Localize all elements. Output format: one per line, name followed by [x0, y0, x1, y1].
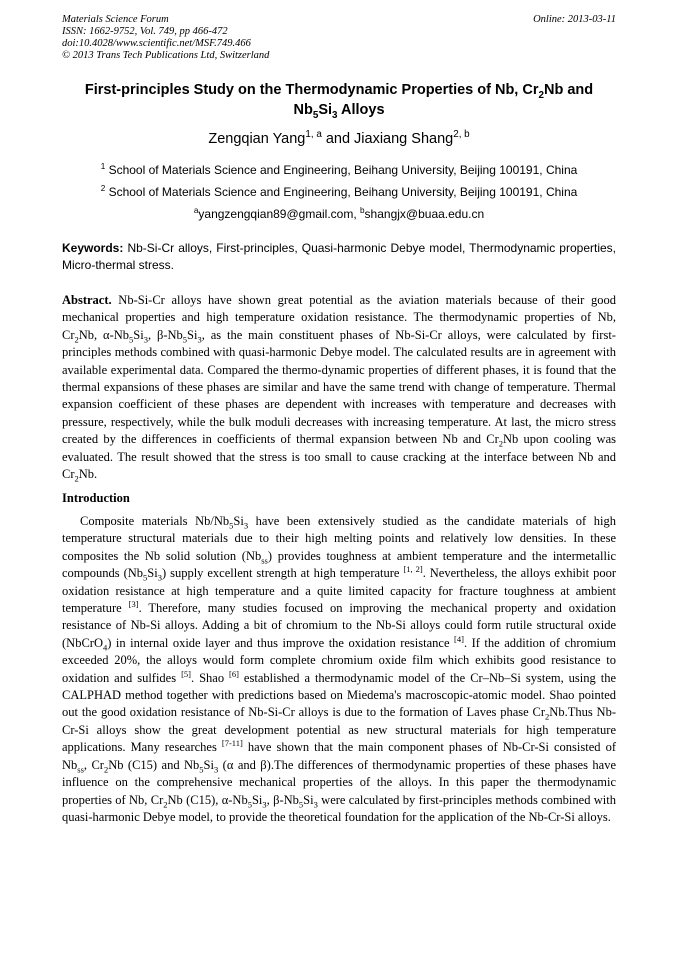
author-name: Zengqian Yang	[208, 131, 306, 147]
citation[interactable]: [6]	[229, 668, 239, 679]
citation[interactable]: [4]	[454, 633, 464, 644]
email-link[interactable]: shangjx@buaa.edu.cn	[364, 207, 485, 221]
abstract: Abstract. Nb-Si-Cr alloys have shown great potential as the aviation materials because of their good mechanical properties and high temperature oxidation resistance. The thermodynamic properties of Nb, $Cr_2Nb$, $\alpha-Nb_5Si_3$, $\beta-Nb_5Si_3$, as the main constituent phases of Nb-Si-Cr alloys, were calculated by first-principles methods combined with quasi-harmonic Debye model. The calculated results are in agreement with available experimental data. Compared the thermo-dynamic properties of different phases, it is found that the thermal expansions of these phases are similar and have the same trend with change of temperature. Thermal expansion coefficient of these phases are dependent with increases with temperature and decreases with pressure, respectively, while the bulk moduli decreases with increasing temperature. At last, the micro stress created by the differences in coefficients of thermal expansion between Nb and $Cr_2Nb$ upon cooling was evaluated. The result showed that the stress is too small to cause cracking at the interface between Nb and $Cr_2Nb$.	[62, 293, 616, 484]
citation[interactable]: [5]	[181, 668, 191, 679]
author-name: Jiaxiang Shang	[354, 131, 454, 147]
affiliation-1: $^1$ School of Materials Science and Engineering, Beihang University, Beijing 100191, China	[100, 162, 578, 177]
citation[interactable]: [7-11]	[221, 738, 243, 749]
email-link[interactable]: yangzengqian89@gmail.com,	[198, 207, 360, 221]
section-heading-introduction: Introduction	[62, 491, 130, 505]
journal-header	[62, 14, 616, 62]
citation[interactable]: [1, 2]	[403, 564, 423, 575]
introduction-paragraph: Composite materials $Nb/Nb_5Si_3$ have been extensively studied as the candidate materials of high temperature structural materials due to their high melting points and relatively low densities. In these composites the Nb solid solution $(Nb_{ss})$ provides toughness at ambient temperature and the intermetallic compounds $(Nb_5Si_3)$ supply excellent strength at high temperature [1, 2]. Nevertheless, the alloys exhibit poor oxidation resistance at high temperature and a quite limited capacity for fracture toughness at ambient temperature [3]. Therefore, many studies focused on improving the mechanical property and oxidation resistance of Nb-Si alloys. Adding a bit of chromium to the Nb-Si alloys could form rutile structural oxide (NbCrO$_4$) in internal oxide layer and thus improve the oxidation resistance [4]. If the addition of chromium exceeded 20%, the alloys would form complete chromium oxide film which exhibits good resistance to oxidation and sulfides [5]. Shao [6] established a thermodynamic model of the Cr–Nb–Si system, using the CALPHAD method together with predictions based on Miedema's macroscopic-atomic model. Shao pointed out the good oxidation resistance of Nb-Si-Cr alloys is due to the formation of Laves phase $Cr_2Nb.Thus$ Nb-Cr-Si alloys show the great development potential as new structural materials for high temperature applications. Many researches [7-11] have shown that the main component phases of Nb-Cr-Si consisted of $Nb_{ss}$, $Cr_2Nb$ (C15) and $Nb_5Si_3$ (α and β).The differences of thermodynamic properties of these phases have influence on the comprehensive mechanical properties of the alloys. In this paper the thermodynamic properties of Nb, $Cr_2Nb$ (C15), $\alpha-Nb_5Si_3$, $\beta-Nb_5Si_3$ were calculated by first-principles methods combined with quasi-harmonic Debye model, to provide the theoretical foundation for the application of the Nb-Cr-Si alloys.	[62, 514, 617, 824]
keywords: Keywords: Nb-Si-Cr alloys, First-principles, Quasi-harmonic Debye model, Thermodynamic properties, Micro-thermal stress.	[62, 241, 616, 272]
journal-name: Materials Science Forum	[62, 14, 169, 25]
author-list: Zengqian Yang$^{1, a}$ and Jiaxiang Shang$^{2, b}$	[208, 129, 470, 147]
citation[interactable]: [3]	[128, 598, 139, 609]
paper-title: First-principles Study on the Thermodynamic Properties of Nb, $Cr_2Nb$ and $Nb_5Si_3$ Alloys	[84, 82, 594, 121]
copyright-line: © 2013 Trans Tech Publications Ltd, Switzerland	[62, 50, 270, 61]
keywords-label: Keywords:	[62, 241, 124, 255]
online-date: Online: 2013-03-11	[533, 14, 616, 25]
doi-line[interactable]: doi:10.4028/www.scientific.net/MSF.749.466	[62, 38, 251, 49]
issn-line: ISSN: 1662-9752, Vol. 749, pp 466-472	[62, 26, 228, 37]
abstract-label: Abstract.	[62, 293, 112, 307]
affiliation-2: $^2$ School of Materials Science and Engineering, Beihang University, Beijing 100191, China	[100, 184, 578, 199]
author-emails: $^a$yangzengqian89@gmail.com, $^b$shangjx@buaa.edu.cn	[193, 206, 485, 221]
